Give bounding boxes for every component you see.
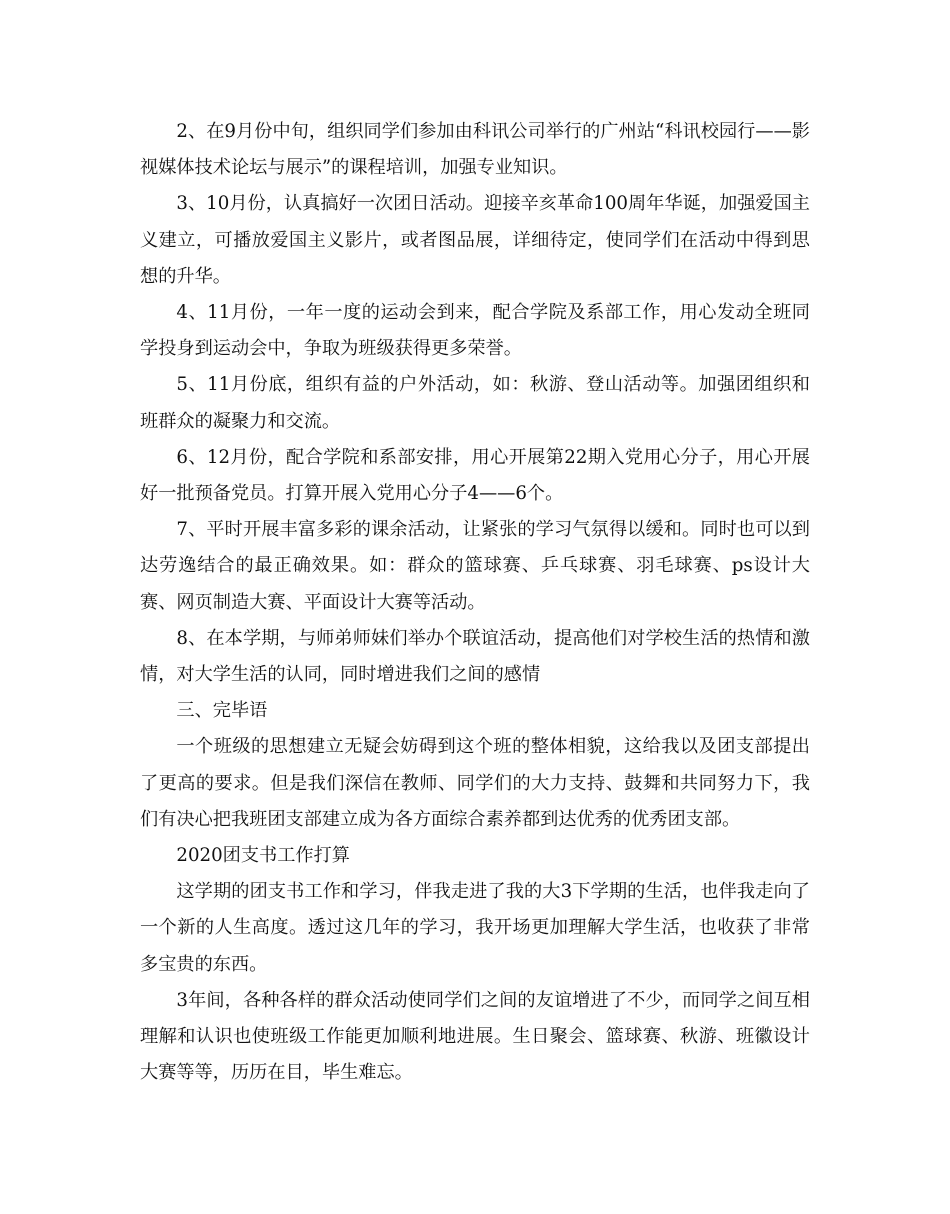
paragraph-plan-intro: 这学期的团支书工作和学习，伴我走进了我的大3下学期的生活，也伴我走向了一个新的人生高度。透过这几年的学习，我开场更加理解大学生活，也收获了非常多宝贵的东西。: [140, 881, 810, 975]
section-heading-conclusion: 三、完毕语: [176, 700, 268, 722]
paragraph-conclusion: 一个班级的思想建立无疑会妨碍到这个班的整体相貌，这给我以及团支部提出了更高的要求。但是我们深信在教师、同学们的大力支持、鼓舞和共同努力下，我们有决心把我班团支部建立成为各方面综合素养都到达优秀的优秀团支部。: [140, 736, 810, 830]
paragraph-item-7: 7、平时开展丰富多彩的课余活动，让紧张的学习气氛得以缓和。同时也可以到达劳逸结合的最正确效果。如：群众的篮球赛、乒乓球赛、羽毛球赛、ps设计大赛、网页制造大赛、平面设计大赛等活动。: [140, 519, 810, 613]
paragraph-item-6: 6、12月份，配合学院和系部安排，用心开展第22期入党用心分子，用心开展好一批预备党员。打算开展入党用心分子4——6个。: [140, 446, 810, 505]
document-body: [140, 114, 810, 1091]
section-heading-plan: 2020团支书工作打算: [176, 845, 350, 867]
paragraph-item-3: 3、10月份，认真搞好一次团日活动。迎接辛亥革命100周年华诞，加强爱国主义建立，可播放爱国主义影片，或者图品展，详细待定，使同学们在活动中得到思想的升华。: [140, 193, 810, 287]
paragraph-item-2: 2、在9月份中旬，组织同学们参加由科讯公司举行的广州站“科讯校园行——影视媒体技术论坛与展示”的课程培训，加强专业知识。: [140, 121, 810, 179]
paragraph-item-5: 5、11月份底，组织有益的户外活动，如：秋游、登山活动等。加强团组织和班群众的凝聚力和交流。: [140, 374, 810, 432]
paragraph-plan-activities: 3年间，各种各样的群众活动使同学们之间的友谊增进了不少，而同学之间互相理解和认识也使班级工作能更加顺利地进展。生日聚会、篮球赛、秋游、班徽设计大赛等等，历历在目，毕生难忘。: [140, 989, 810, 1084]
paragraph-item-4: 4、11月份，一年一度的运动会到来，配合学院及系部工作，用心发动全班同学投身到运动会中，争取为班级获得更多荣誉。: [140, 302, 810, 360]
paragraph-item-8: 8、在本学期，与师弟师妹们举办个联谊活动，提高他们对学校生活的热情和激情，对大学生活的认同，同时增进我们之间的感情: [140, 627, 810, 686]
